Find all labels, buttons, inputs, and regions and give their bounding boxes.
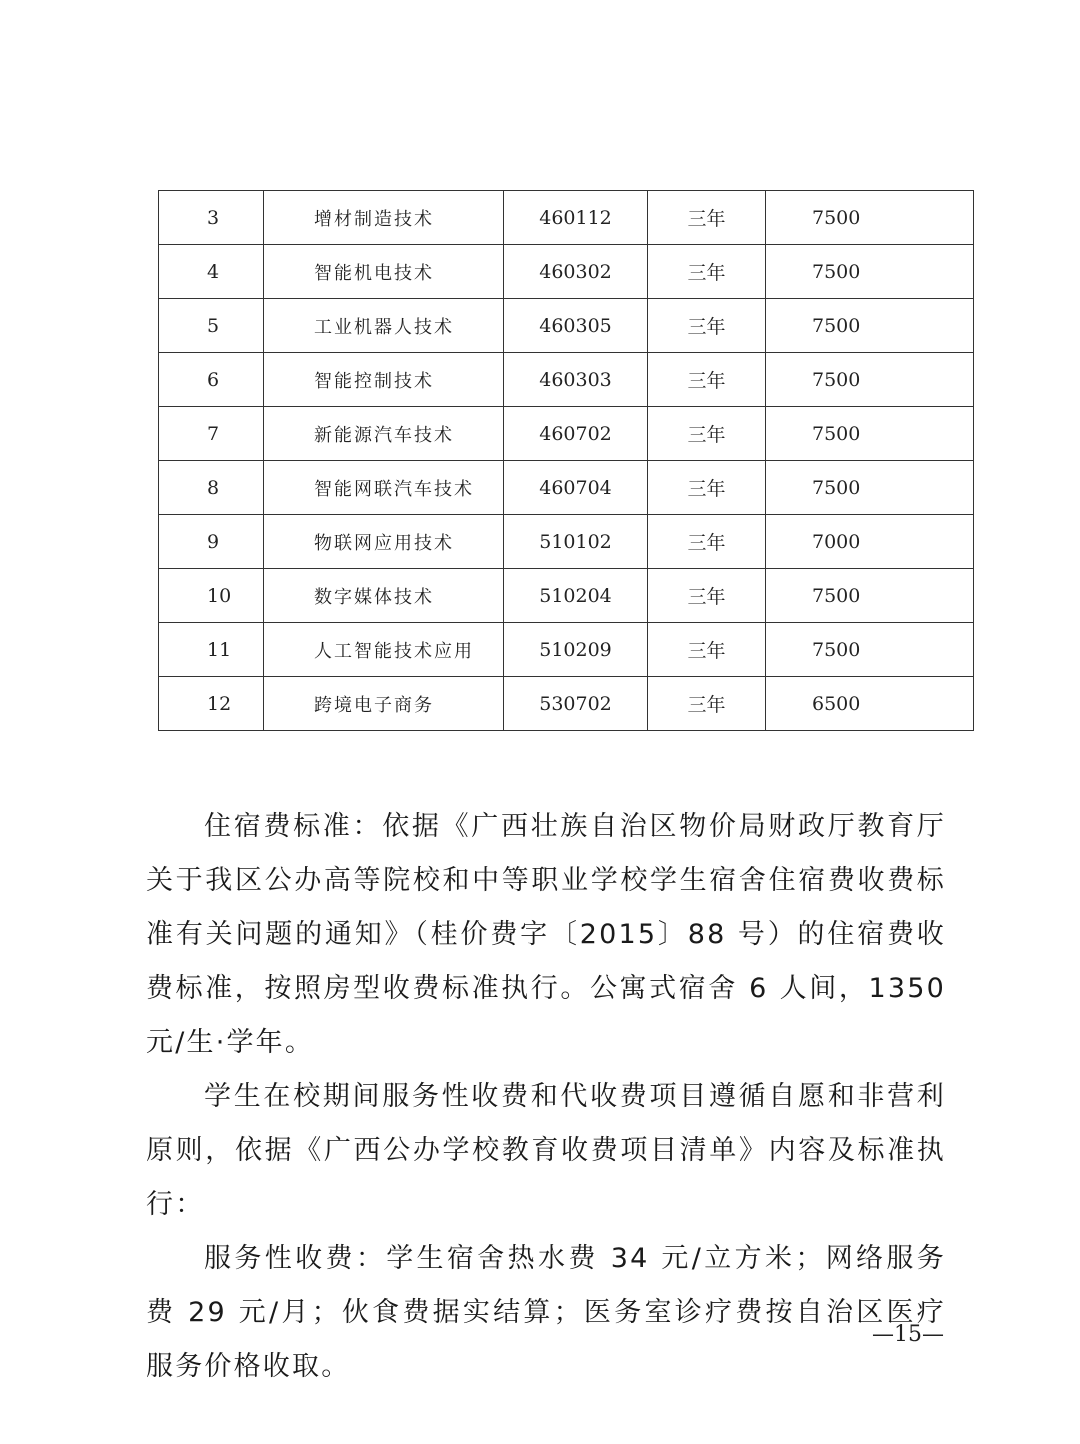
tuition-fee: 7500 [766, 353, 974, 407]
major-name: 智能网联汽车技术 [264, 461, 504, 515]
major-name: 工业机器人技术 [264, 299, 504, 353]
study-duration: 三年 [648, 245, 766, 299]
row-number: 10 [159, 569, 264, 623]
tuition-fee: 7000 [766, 515, 974, 569]
major-code: 460302 [504, 245, 648, 299]
row-number: 8 [159, 461, 264, 515]
body-text [146, 800, 946, 1394]
major-code: 510204 [504, 569, 648, 623]
accommodation-fee-paragraph: 住宿费标准：依据《广西壮族自治区物价局财政厅教育厅关于我区公办高等院校和中等职业学校学生宿舍住宿费收费标准有关问题的通知》（桂价费字〔2015〕88 号）的住宿费收费标准，按照房型收费标准执行。公寓式宿舍 6 人间，1350 元/生·学年。 [146, 811, 946, 1058]
row-number: 4 [159, 245, 264, 299]
row-number: 11 [159, 623, 264, 677]
study-duration: 三年 [648, 191, 766, 245]
study-duration: 三年 [648, 461, 766, 515]
study-duration: 三年 [648, 407, 766, 461]
major-name: 增材制造技术 [264, 191, 504, 245]
major-name: 新能源汽车技术 [264, 407, 504, 461]
tuition-fee: 6500 [766, 677, 974, 731]
table-row [159, 515, 974, 569]
major-code: 460112 [504, 191, 648, 245]
major-name: 人工智能技术应用 [264, 623, 504, 677]
major-name: 智能机电技术 [264, 245, 504, 299]
fee-table [158, 190, 974, 731]
row-number: 7 [159, 407, 264, 461]
study-duration: 三年 [648, 569, 766, 623]
major-code: 460303 [504, 353, 648, 407]
tuition-fee: 7500 [766, 569, 974, 623]
study-duration: 三年 [648, 677, 766, 731]
table-row [159, 461, 974, 515]
tuition-fee: 7500 [766, 407, 974, 461]
tuition-fee: 7500 [766, 245, 974, 299]
table-row [159, 245, 974, 299]
tuition-fee: 7500 [766, 191, 974, 245]
major-code: 510102 [504, 515, 648, 569]
major-code: 510209 [504, 623, 648, 677]
major-name: 物联网应用技术 [264, 515, 504, 569]
major-code: 460702 [504, 407, 648, 461]
table-row [159, 407, 974, 461]
tuition-fee: 7500 [766, 461, 974, 515]
major-code: 460305 [504, 299, 648, 353]
row-number: 5 [159, 299, 264, 353]
row-number: 6 [159, 353, 264, 407]
major-code: 460704 [504, 461, 648, 515]
major-name: 跨境电子商务 [264, 677, 504, 731]
study-duration: 三年 [648, 299, 766, 353]
tuition-fee: 7500 [766, 299, 974, 353]
page-number: —15— [872, 1322, 944, 1347]
services-intro-paragraph: 学生在校期间服务性收费和代收费项目遵循自愿和非营利原则，依据《广西公办学校教育收费项目清单》内容及标准执行： [146, 1081, 946, 1220]
row-number: 9 [159, 515, 264, 569]
table-row [159, 569, 974, 623]
study-duration: 三年 [648, 623, 766, 677]
major-name: 智能控制技术 [264, 353, 504, 407]
study-duration: 三年 [648, 515, 766, 569]
study-duration: 三年 [648, 353, 766, 407]
tuition-fee: 7500 [766, 623, 974, 677]
service-fees-paragraph: 服务性收费：学生宿舍热水费 34 元/立方米；网络服务费 29 元/月；伙食费据实结算；医务室诊疗费按自治区医疗服务价格收取。 [146, 1243, 946, 1382]
row-number: 12 [159, 677, 264, 731]
table-row [159, 677, 974, 731]
table-row [159, 623, 974, 677]
table-row [159, 191, 974, 245]
table-row [159, 353, 974, 407]
table-row [159, 299, 974, 353]
major-code: 530702 [504, 677, 648, 731]
row-number: 3 [159, 191, 264, 245]
major-name: 数字媒体技术 [264, 569, 504, 623]
